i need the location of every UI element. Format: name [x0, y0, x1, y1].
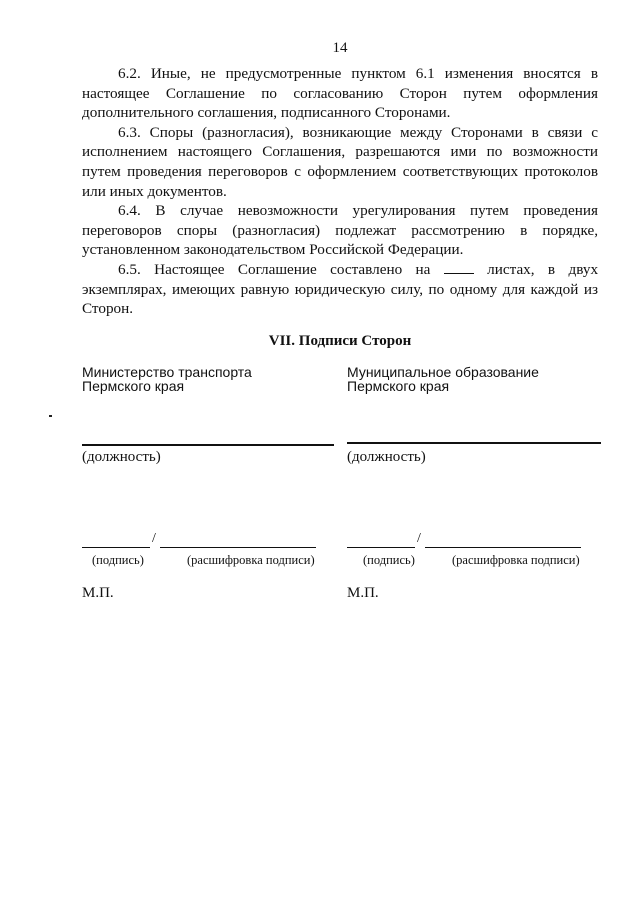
left-decryption-label: (расшифровка подписи): [187, 553, 315, 567]
right-party-block: [347, 365, 539, 393]
left-decryption-line: [160, 547, 316, 548]
sheet-count-blank: [444, 262, 474, 274]
right-signature-line: [347, 547, 415, 548]
left-stamp-label: М.П.: [82, 585, 114, 601]
scan-mark: [49, 415, 52, 417]
left-signature-slash: /: [152, 531, 156, 546]
right-position-label: (должность): [347, 449, 426, 465]
paragraph-6-5-start: 6.5. Настоящее Соглашение составлено на: [118, 260, 431, 278]
paragraph-6-2: 6.2. Иные, не предусмотренные пунктом 6.1 изменения вносятся в настоящее Соглашение по согласованию Сторон путем оформления дополнительного соглашения, подписанного Сторонами.: [82, 65, 598, 122]
left-party-region: Пермского края: [82, 378, 185, 394]
paragraph-6-5-end: листах, в двух экземплярах, имеющих равную юридическую силу, по одному для каждой из Сторон.: [82, 260, 599, 318]
right-party-region: Пермского края: [347, 378, 450, 394]
right-decryption-line: [425, 547, 581, 548]
right-decryption-label: (расшифровка подписи): [452, 553, 580, 567]
left-position-line: [82, 444, 334, 446]
paragraph-6-5: [82, 260, 598, 319]
section-title: VII. Подписи Сторон: [268, 333, 412, 349]
left-party-block: [82, 365, 252, 393]
right-stamp-label: М.П.: [347, 585, 379, 601]
right-signature-label: (подпись): [363, 553, 415, 567]
left-party-name: Министерство транспорта: [82, 364, 252, 380]
left-signature-line: [82, 547, 150, 548]
left-signature-label: (подпись): [92, 553, 144, 567]
right-signature-slash: /: [417, 531, 421, 546]
right-party-name: Муниципальное образование: [347, 364, 539, 380]
page-number: 14: [332, 40, 348, 56]
left-position-label: (должность): [82, 449, 161, 465]
paragraph-6-3: 6.3. Споры (разногласия), возникающие между Сторонами в связи с исполнением настоящего Соглашения, разрешаются ими по возможности путем проведения переговоров с оформлением соответствующих протоколов или иных документов.: [82, 123, 598, 200]
right-position-line: [347, 442, 601, 444]
paragraph-6-4: 6.4. В случае невозможности урегулирования путем проведения переговоров споры (разногласия) подлежат рассмотрению в порядке, установленном законодательством Российской Федерации.: [82, 202, 598, 259]
agreement-body: [82, 64, 598, 319]
